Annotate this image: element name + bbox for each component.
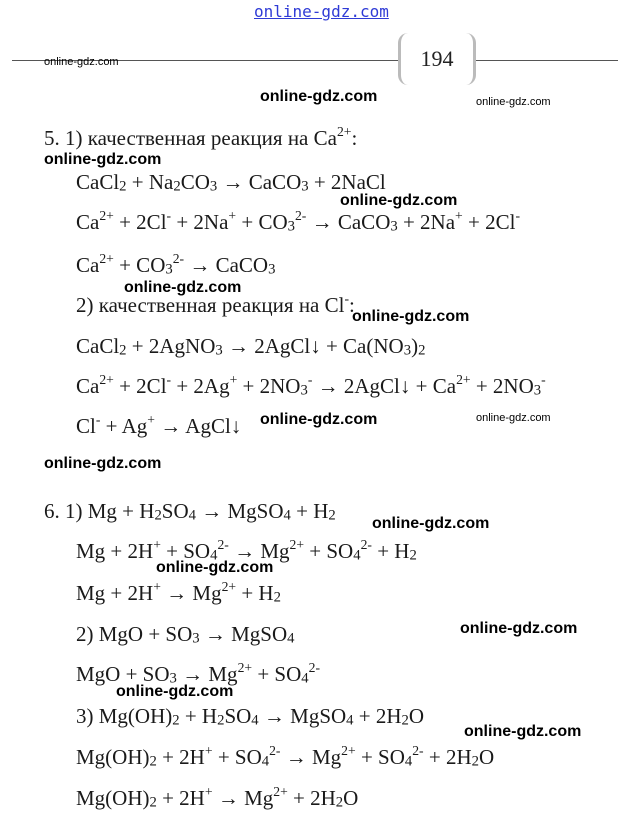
equation-line: $Mg(OH)_2 + 2H^+ + SO_4^{2-} \to Mg^{2+} + SO_4^{2-} + 2H_2O$ [76, 743, 495, 770]
watermark: online-gdz.com [352, 308, 470, 325]
top-watermark[interactable]: online-gdz.com [254, 2, 389, 21]
watermark: online-gdz.com [156, 559, 274, 576]
watermark: online-gdz.com [476, 412, 551, 424]
page-number: 194 [420, 46, 454, 71]
equation-line: 3) $Mg(OH)_2 + H_2SO_4$ → MgSO$_4$ + $2H_2O$ [76, 704, 425, 729]
page-number-box [398, 33, 476, 85]
equation-line: $Ca^{2+} + CO_3^{2-}$ → CaCO$_3$ [76, 251, 276, 278]
watermark: online-gdz.com [340, 192, 458, 209]
equation-line: $Mg(OH)_2 + 2H^+ \to Mg^{2+} + 2H_2O$ [76, 784, 359, 811]
task5-heading: 5. 1) качественная реакция на $Ca^{2+}$: [44, 124, 358, 150]
equation-line: $Mg + 2H^+ \to Mg^{2+} + H_2$ [76, 579, 281, 606]
watermark: online-gdz.com [260, 411, 378, 428]
watermark: online-gdz.com [476, 96, 551, 108]
watermark: online-gdz.com [124, 279, 242, 296]
watermark: online-gdz.com [464, 723, 582, 740]
watermark: online-gdz.com [372, 515, 490, 532]
equation-line: CaCl$_2$ + 2AgNO$_3$ → 2AgCl↓ + $Ca(NO_3)_2$ [76, 334, 426, 359]
equation-line: CaCl$_2$ + $Na_2CO_3$ → CaCO$_3$ + 2NaCl [76, 170, 386, 195]
equation-line: Cl- + Ag+ → AgCl↓ [76, 412, 242, 438]
equation-line: $Ca^{2+} + 2Cl^- + 2Ag^+ + 2NO_3^-$ → 2AgCl↓ + $Ca^{2+} + 2NO_3^-$ [76, 372, 546, 399]
task5-part2-heading: 2) качественная реакция на Cl-: [76, 291, 355, 317]
equation-line: $Ca^{2+} + 2Cl^- + 2Na^+ + CO_3^{2-}$ → CaCO$_3$ + 2Na+ + 2Cl- [76, 208, 520, 235]
task6-heading: 6. 1) $Mg + H_2SO_4$ → MgSO$_4$ + $H_2$ [44, 499, 336, 524]
watermark: online-gdz.com [44, 151, 162, 168]
watermark: online-gdz.com [116, 683, 234, 700]
equation-line: $Mg + 2H^+ + SO_4^{2-} \to Mg^{2+} + SO_4^{2-} + H_2$ [76, 537, 417, 564]
watermark: online-gdz.com [44, 56, 119, 68]
watermark: online-gdz.com [260, 88, 378, 105]
equation-line: 2) MgO + $SO_3$ → MgSO$_4$ [76, 622, 295, 647]
equation-line: MgO + $SO_3 \to Mg^{2+} + SO_4^{2-}$ [76, 660, 320, 687]
watermark: online-gdz.com [460, 620, 578, 637]
watermark: online-gdz.com [44, 455, 162, 472]
